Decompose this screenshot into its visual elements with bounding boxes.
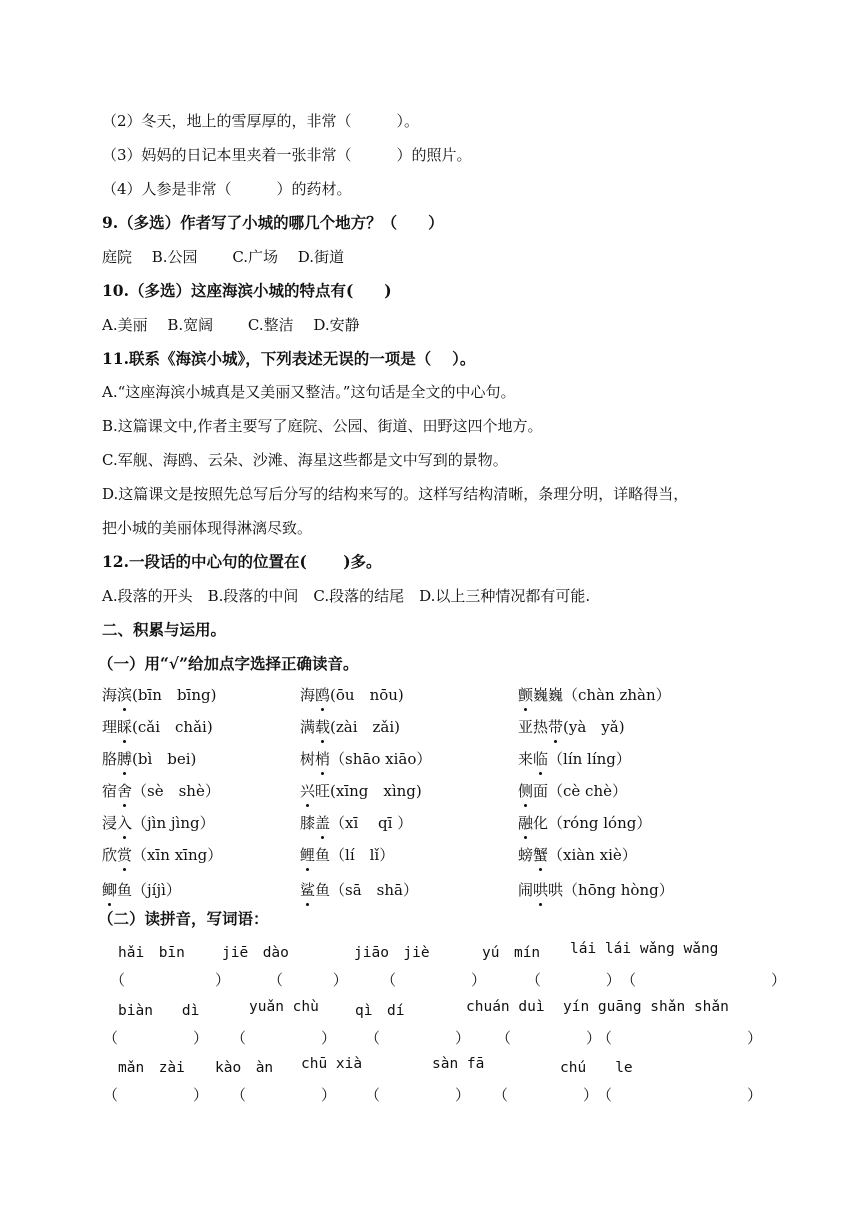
dotted-character: 哄 [533, 881, 549, 899]
answer-blank-line [0, 1084, 860, 1106]
answer-blank[interactable]: （ ） [496, 1029, 602, 1047]
question-9-options: 庭院 B.公园 C.广场 D.街道 [102, 248, 345, 266]
answer-blank[interactable]: （ ） [231, 1029, 337, 1047]
question-12-options: A.段落的开头 B.段落的中间 C.段落的结尾 D.以上三种情况都有可能. [102, 587, 591, 605]
answer-blank[interactable]: （ ） [103, 1086, 209, 1104]
word-prefix: 亚热 [518, 718, 549, 736]
dotted-character: 赏 [117, 846, 133, 864]
word-prefix: 海 [300, 686, 316, 704]
pinyin-word: chú le [560, 1060, 633, 1076]
phonetic-item [518, 716, 625, 737]
pinyin-line [0, 941, 860, 963]
question-12-title: 12.一段话的中心句的位置在( )多。 [102, 552, 382, 571]
question-9-title: 9.（多选）作者写了小城的哪几个地方？（ ） [102, 213, 444, 232]
word-prefix: 理 [102, 718, 118, 736]
word-prefix: 海 [102, 686, 118, 704]
answer-blank-line [0, 1027, 860, 1049]
question-11-option-d: D.这篇课文是按照先总写后分写的结构来写的。这样写结构清晰，条理分明，详略得当， [102, 485, 689, 503]
pinyin-word: hǎi bīn [118, 945, 185, 961]
answer-blank-line [0, 969, 860, 991]
pinyin-word: yín guāng shǎn shǎn [563, 999, 729, 1015]
phonetic-row [0, 844, 860, 868]
phonetic-row [0, 780, 860, 804]
phonetic-item [300, 844, 394, 865]
pinyin-word: chuán duì [466, 999, 545, 1015]
fill-line-3: （3）妈妈的日记本里夹着一张非常（ ）的照片。 [102, 146, 472, 164]
pronunciation-choices: 化（róng lóng） [533, 814, 652, 832]
dotted-character: 蟹 [533, 846, 549, 864]
phonetic-item [300, 684, 404, 705]
phonetic-row [0, 748, 860, 772]
phonetic-item [102, 879, 181, 900]
pronunciation-choices: （xīn xīng） [132, 846, 223, 864]
word-prefix: 来 [518, 750, 534, 768]
question-11-title: 11.联系《海滨小城》，下列表述无误的一项是（ ）。 [102, 349, 476, 368]
answer-blank[interactable]: （ ） [597, 1086, 763, 1104]
pinyin-word: mǎn zài [118, 1060, 185, 1076]
pronunciation-choices: 鱼（jíjì） [117, 881, 181, 899]
phonetic-item [102, 812, 215, 833]
pinyin-word: jiē dào [222, 945, 289, 961]
phonetic-item [518, 879, 674, 900]
pronunciation-choices: (cǎi chǎi) [132, 718, 213, 736]
dotted-character: 滨 [117, 686, 133, 704]
pronunciation-choices: 旺(xīng xìng) [315, 782, 422, 800]
phonetic-item [300, 812, 412, 833]
part-2-title: （二）读拼音，写词语： [98, 909, 269, 928]
pronunciation-choices: （jìn jìng） [132, 814, 215, 832]
answer-blank[interactable]: （ ） [526, 971, 621, 989]
pinyin-word: chū xià [301, 1056, 363, 1072]
pronunciation-choices: 面（cè chè） [533, 782, 628, 800]
dotted-character: 鲫 [102, 881, 118, 899]
phonetic-item [102, 844, 222, 865]
dotted-character: 融 [518, 814, 534, 832]
pinyin-word: yú mín [482, 945, 541, 961]
phonetic-item [102, 684, 216, 705]
answer-blank[interactable]: （ ） [231, 1086, 337, 1104]
phonetic-row [0, 812, 860, 836]
pronunciation-choices: （sè shè） [132, 782, 220, 800]
phonetic-item [518, 812, 651, 833]
answer-blank[interactable]: （ ） [381, 971, 487, 989]
dotted-character: 鲨 [300, 881, 316, 899]
pronunciation-choices: (yà yǎ) [563, 718, 625, 736]
answer-blank[interactable]: （ ） [597, 1029, 763, 1047]
pinyin-word: jiāo jiè [354, 945, 430, 961]
pronunciation-choices: (zài zǎi) [330, 718, 401, 736]
pinyin-line [0, 999, 860, 1021]
dotted-character: 睬 [117, 718, 133, 736]
question-11-option-d-cont: 把小城的美丽体现得淋漓尽致。 [102, 519, 313, 537]
phonetic-item [518, 748, 631, 769]
question-11-option-a: A.“这座海滨小城真是又美丽又整洁。”这句话是全文的中心句。 [102, 383, 516, 401]
phonetic-item [518, 684, 671, 705]
pinyin-word: qì dí [355, 1003, 405, 1019]
pronunciation-choices: 巍巍（chàn zhàn） [533, 686, 671, 704]
answer-blank[interactable]: （ ） [621, 971, 787, 989]
pronunciation-choices: 鱼（lí lǐ） [315, 846, 395, 864]
question-11-option-c: C.军舰、海鸥、云朵、沙滩、海星这些都是文中写到的景物。 [102, 451, 508, 469]
pronunciation-choices: (ōu nōu) [330, 686, 404, 704]
dotted-character: 带 [548, 718, 564, 736]
word-prefix: 满 [300, 718, 316, 736]
pronunciation-choices: （shāo xiāo） [330, 750, 432, 768]
phonetic-item [518, 780, 627, 801]
phonetic-item [300, 748, 431, 769]
word-prefix: 浸 [102, 814, 118, 832]
question-10-options: A.美丽 B.宽阔 C.整洁 D.安静 [102, 316, 360, 334]
answer-blank[interactable]: （ ） [110, 971, 231, 989]
pinyin-word: biàn dì [118, 1003, 200, 1019]
pronunciation-choices: (bì bei) [132, 750, 197, 768]
section-2-title: 二、积累与运用。 [102, 620, 227, 639]
word-prefix: 树 [300, 750, 316, 768]
phonetic-item [102, 716, 213, 737]
phonetic-row [0, 879, 860, 903]
pronunciation-choices: (bīn bīng) [132, 686, 217, 704]
pronunciation-choices: （lín líng） [548, 750, 631, 768]
pronunciation-choices: 哄（hōng hòng） [548, 881, 674, 899]
answer-blank[interactable]: （ ） [268, 971, 348, 989]
dotted-character: 侧 [518, 782, 534, 800]
phonetic-row [0, 684, 860, 708]
pinyin-word: yuǎn chù [249, 999, 319, 1015]
dotted-character: 颤 [518, 686, 534, 704]
word-prefix: 宿 [102, 782, 118, 800]
phonetic-item [300, 716, 400, 737]
phonetic-item [102, 780, 220, 801]
question-10-title: 10.（多选）这座海滨小城的特点有( ) [102, 281, 392, 300]
pronunciation-choices: （xī qī ） [330, 814, 413, 832]
dotted-character: 兴 [300, 782, 316, 800]
pinyin-word: sàn fā [432, 1056, 485, 1072]
phonetic-item [518, 844, 637, 865]
word-prefix: 膝 [300, 814, 316, 832]
phonetic-item [300, 879, 418, 900]
pinyin-line [0, 1056, 860, 1078]
dotted-character: 鲤 [300, 846, 316, 864]
dotted-character: 鸥 [315, 686, 331, 704]
dotted-character: 舍 [117, 782, 133, 800]
answer-blank[interactable]: （ ） [365, 1029, 471, 1047]
pinyin-word: lái lái wǎng wǎng [570, 941, 719, 957]
phonetic-item [102, 748, 196, 769]
fill-line-4: （4）人参是非常（ ）的药材。 [102, 180, 352, 198]
answer-blank[interactable]: （ ） [103, 1029, 209, 1047]
answer-blank[interactable]: （ ） [493, 1086, 599, 1104]
word-prefix: 欣 [102, 846, 118, 864]
pronunciation-choices: 鱼（sā shā） [315, 881, 418, 899]
pinyin-word: kào àn [215, 1060, 274, 1076]
dotted-character: 膊 [117, 750, 133, 768]
word-prefix: 螃 [518, 846, 534, 864]
fill-line-2: （2）冬天，地上的雪厚厚的，非常（ ）。 [102, 112, 420, 130]
dotted-character: 载 [315, 718, 331, 736]
answer-blank[interactable]: （ ） [365, 1086, 471, 1104]
dotted-character: 入 [117, 814, 133, 832]
dotted-character: 盖 [315, 814, 331, 832]
part-1-title: （一）用“√”给加点字选择正确读音。 [98, 654, 359, 673]
word-prefix: 胳 [102, 750, 118, 768]
question-11-option-b: B.这篇课文中,作者主要写了庭院、公园、街道、田野这四个地方。 [102, 417, 543, 435]
dotted-character: 临 [533, 750, 549, 768]
phonetic-row [0, 716, 860, 740]
phonetic-item [300, 780, 422, 801]
word-prefix: 闹 [518, 881, 534, 899]
dotted-character: 梢 [315, 750, 331, 768]
pronunciation-choices: （xiàn xiè） [548, 846, 637, 864]
